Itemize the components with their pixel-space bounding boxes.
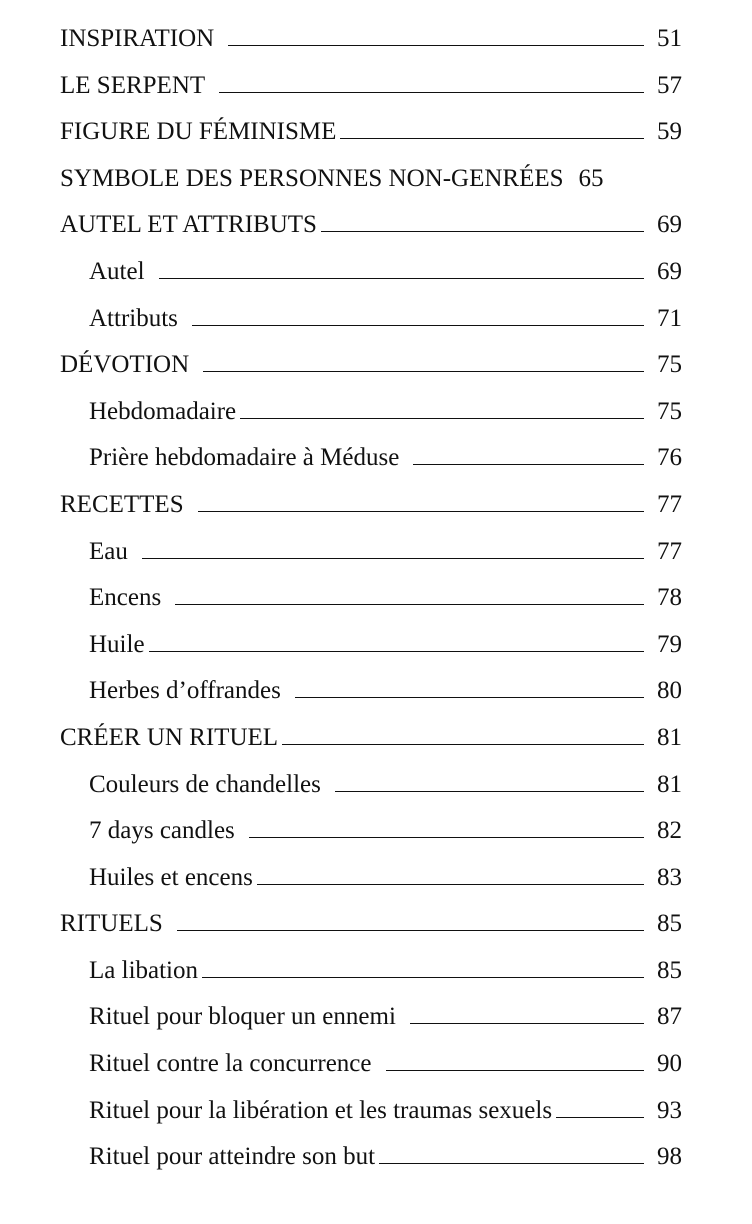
toc-entry-title: Eau: [89, 537, 128, 565]
toc-leader-line: [192, 325, 644, 326]
toc-leader-line: [410, 1023, 644, 1024]
toc-page-number: 87: [657, 1003, 682, 1031]
toc-entry-title: SYMBOLE DES PERSONNES NON-GENRÉES: [60, 164, 564, 192]
toc-entry-title: Herbes d’offrandes: [89, 677, 281, 705]
toc-leader-line: [556, 1117, 644, 1118]
toc-entry: [60, 482, 682, 529]
toc-subentry: [60, 994, 682, 1041]
toc-subentry: [60, 389, 682, 436]
toc-page-number: 77: [657, 537, 682, 565]
toc-leader-line: [142, 558, 644, 559]
toc-subentry: [60, 575, 682, 622]
toc-leader-line: [149, 651, 644, 652]
toc-subentry: [60, 1041, 682, 1088]
toc-subentry: [60, 762, 682, 809]
toc-page-number: 69: [657, 211, 682, 239]
toc-entry-title: Attributs: [89, 304, 178, 332]
toc-page-number: 59: [657, 118, 682, 146]
toc-page-number: 93: [657, 1096, 682, 1124]
toc-leader-line: [240, 418, 644, 419]
toc-entry-title: Rituel pour bloquer un ennemi: [89, 1003, 396, 1031]
toc-leader-line: [413, 464, 644, 465]
toc-page-number: 75: [657, 351, 682, 379]
toc-entry-title: Huiles et encens: [89, 863, 253, 891]
toc-entry-title: Prière hebdomadaire à Méduse: [89, 444, 400, 472]
toc-leader-line: [198, 511, 644, 512]
toc-leader-line: [386, 1070, 645, 1071]
toc-entry-title: Rituel pour la libération et les traumas sexuels: [89, 1096, 553, 1124]
toc-entry-title: FIGURE DU FÉMINISME: [60, 118, 337, 146]
toc-page-number: 98: [657, 1143, 682, 1171]
toc-leader-line: [203, 371, 644, 372]
toc-entry-title: 7 days candles: [89, 817, 235, 845]
toc-entry: [60, 109, 682, 156]
toc-leader-line: [219, 92, 644, 93]
toc-page-number: 90: [657, 1050, 682, 1078]
toc-page-number: 57: [657, 71, 682, 99]
toc-page-number: 80: [657, 677, 682, 705]
toc-page-number: 69: [657, 257, 682, 285]
toc-page-number: 82: [657, 817, 682, 845]
toc-page-number: 51: [657, 25, 682, 52]
toc-subentry: [60, 249, 682, 296]
toc-page-number: 85: [657, 910, 682, 938]
toc-entry-title: Autel: [89, 257, 145, 285]
toc-entry-title: Rituel pour atteindre son but: [89, 1143, 376, 1171]
toc-page-number: 81: [657, 723, 682, 751]
toc-page-number: 65: [578, 164, 604, 192]
toc-entry-title: DÉVOTION: [60, 351, 190, 379]
toc-entry: [60, 156, 682, 203]
toc-entry: [60, 901, 682, 948]
toc-entry-title: Huile: [89, 630, 145, 658]
toc-leader-line: [159, 278, 644, 279]
toc-page-number: 77: [657, 490, 682, 518]
toc-page-number: 83: [657, 863, 682, 891]
toc-subentry: [60, 435, 682, 482]
toc-leader-line: [202, 977, 644, 978]
toc-entry-title: Couleurs de chandelles: [89, 770, 321, 798]
toc-entry: [60, 342, 682, 389]
toc-entry-title: CRÉER UN RITUEL: [60, 723, 279, 751]
toc-subentry: [60, 1134, 682, 1181]
table-of-contents: [60, 16, 682, 1181]
toc-subentry: [60, 808, 682, 855]
toc-entry-title: INSPIRATION: [60, 25, 215, 52]
toc-entry-title: La libation: [89, 956, 198, 984]
toc-page-number: 71: [657, 304, 682, 332]
toc-entry-title: LE SERPENT: [60, 71, 206, 99]
toc-entry-title: RITUELS: [60, 910, 163, 938]
toc-entry: [60, 16, 682, 63]
toc-entry-title: Encens: [89, 584, 162, 612]
toc-leader-line: [282, 744, 644, 745]
toc-leader-line: [175, 604, 644, 605]
toc-subentry: [60, 296, 682, 343]
toc-leader-line: [177, 930, 644, 931]
toc-entry-title: RECETTES: [60, 490, 184, 518]
toc-page-number: 79: [657, 630, 682, 658]
toc-leader-line: [228, 45, 644, 46]
toc-page-number: 81: [657, 770, 682, 798]
toc-leader-line: [335, 791, 644, 792]
toc-leader-line: [379, 1163, 644, 1164]
toc-subentry: [60, 622, 682, 669]
toc-leader-line: [340, 138, 644, 139]
toc-entry: [60, 715, 682, 762]
toc-subentry: [60, 948, 682, 995]
toc-page-number: 76: [657, 444, 682, 472]
toc-page-number: 78: [657, 584, 682, 612]
toc-subentry: [60, 668, 682, 715]
toc-leader-line: [257, 884, 644, 885]
toc-leader-line: [321, 231, 644, 232]
toc-entry-title: Rituel contre la concurrence: [89, 1050, 372, 1078]
toc-entry: [60, 63, 682, 110]
toc-entry: [60, 202, 682, 249]
toc-entry-title: Hebdomadaire: [89, 397, 237, 425]
toc-subentry: [60, 1088, 682, 1135]
toc-page-number: 85: [657, 956, 682, 984]
toc-subentry: [60, 529, 682, 576]
toc-subentry: [60, 855, 682, 902]
toc-leader-line: [249, 837, 644, 838]
toc-leader-line: [295, 697, 644, 698]
toc-page-number: 75: [657, 397, 682, 425]
toc-entry-title: AUTEL ET ATTRIBUTS: [60, 211, 317, 239]
